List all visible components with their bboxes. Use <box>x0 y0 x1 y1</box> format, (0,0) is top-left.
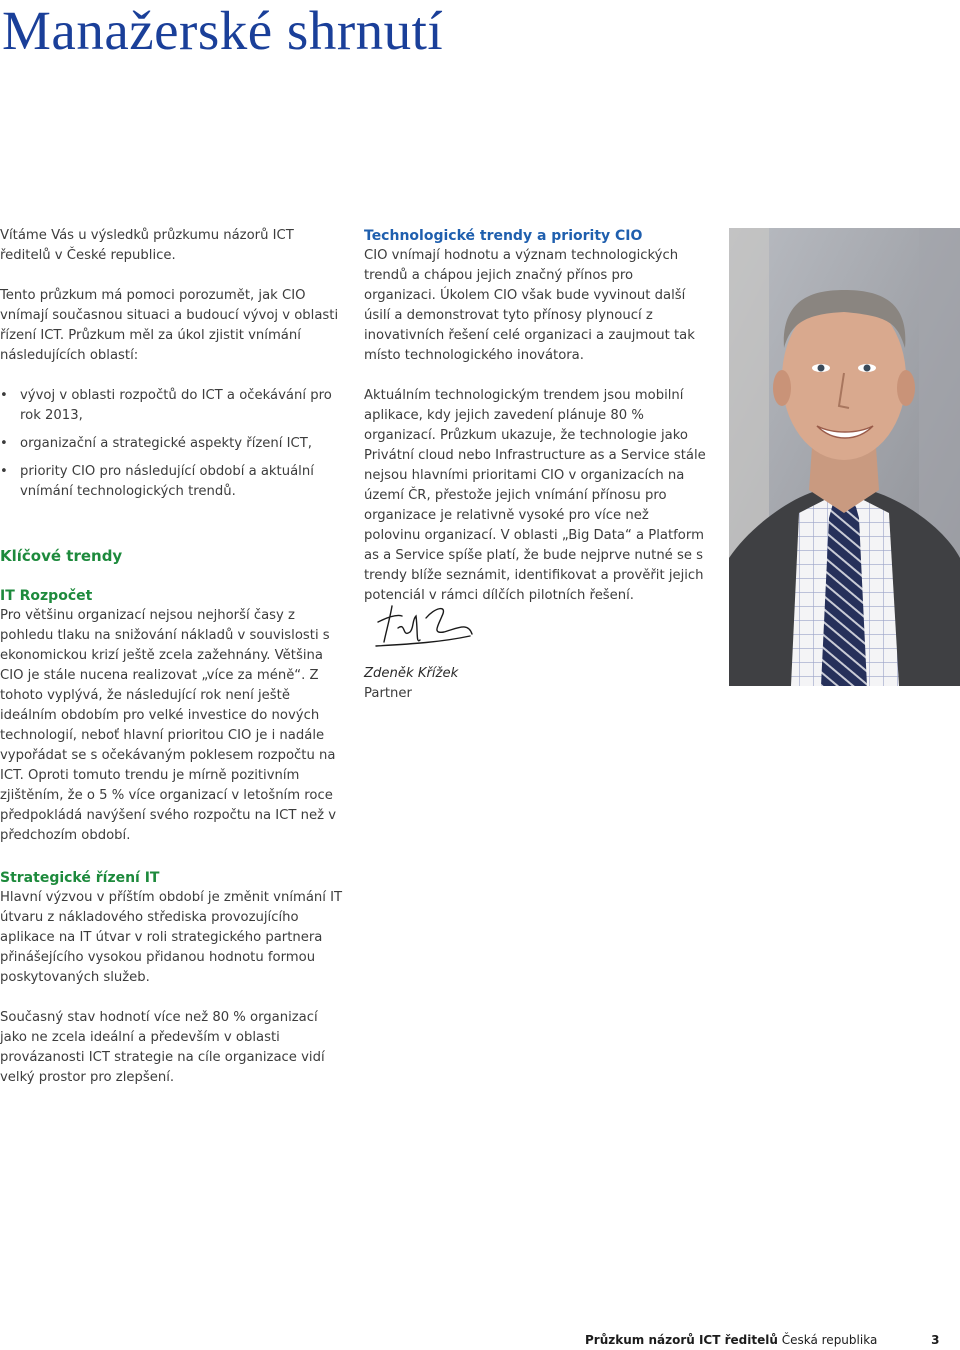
tech-text-1: CIO vnímají hodnotu a význam technologických trendů a chápou jejich značný přínos pro organizaci. Úkolem CIO však bude vyvinout další úsilí a demonstrovat tyto přínosy plynoucí z inovativních řešení celé organizaci a zaujmout tak místo technologického inovátora. <box>364 248 695 363</box>
middle-column <box>364 226 709 606</box>
tech-text-2: Aktuálním technologickým trendem jsou mobilní aplikace, kdy jejich zavedení plánuje 80 % organizací. Průzkum ukazuje, že technologie jako Privátní cloud nebo Infrastructure as a Service stále nejsou hlavními prioritami CIO v organizacích na území ČR, přestože jejich vnímání přínosu pro organizace je relativně vysoké pro více než polovinu organizací. V oblasti „Big Data“ a Platform as a Service spíše platí, že bude nejprve nutné se s trendy blíže seznámit, identifikovat a prověřit jejich potenciál v rámci dílčích pilotních řešení. <box>364 388 706 603</box>
footer-survey: Průzkum názorů ICT ředitelů <box>585 1333 778 1347</box>
intro-paragraph-1: Vítáme Vás u výsledků průzkumu názorů ICT ředitelů v České republice. <box>0 228 294 263</box>
left-column <box>0 226 345 1088</box>
strategic-text-2: Současný stav hodnotí více než 80 % organizací jako ne zcela ideální a především v oblasti provázanosti ICT strategie na cíle organizace vidí velký prostor pro zlepšení. <box>0 1010 325 1085</box>
intro-paragraph-2: Tento průzkum má pomoci porozumět, jak CIO vnímají současnou situaci a budoucí vývoj v oblasti řízení ICT. Průzkum měl za úkol zjistit vnímání následujících oblastí: <box>0 288 339 363</box>
page-title: Manažerské shrnutí <box>2 0 444 61</box>
list-item: • priority CIO pro následující období a aktuální vnímání technologických trendů. <box>0 462 345 502</box>
page-footer <box>585 1332 939 1348</box>
list-item: • vývoj v oblasti rozpočtů do ICT a očekávání pro rok 2013, <box>0 386 345 426</box>
footer-country: Česká republika <box>781 1333 878 1347</box>
it-budget-text: Pro většinu organizací nejsou nejhorší časy z pohledu tlaku na snižování nákladů v souvislosti s ekonomickou krizí ještě zcela zažehnány. Většina CIO je stále nucena realizovat „více za méně“. Z tohoto vyplývá, že následující rok není ještě ideálním obdobím pro velké investice do nových technologií, neboť hlavní prioritou CIO je i nadále vypořádat se s očekávaným poklesem rozpočtu na ICT. Oproti tomuto trendu je mírně pozitivním zjištěním, že o 5 % více organizací v letošním roce předpokládá navýšení svého rozpočtu na ICT než v předchozím období. <box>0 608 337 843</box>
signature-role: Partner <box>364 686 412 701</box>
key-trends-heading: Klíčové trendy <box>0 547 123 565</box>
signature-name: Zdeněk Křížek <box>364 666 459 681</box>
portrait-photo <box>729 228 960 686</box>
it-budget-heading: IT Rozpočet <box>0 588 93 604</box>
page-number: 3 <box>931 1333 940 1347</box>
strategic-text-1: Hlavní výzvou v příštím období je změnit vnímání IT útvaru z nákladového střediska provozujícího aplikace na IT útvar v roli strategického partnera přinášejícího vysokou přidanou hodnotu formou poskytovaných služeb. <box>0 890 343 985</box>
list-item: • organizační a strategické aspekty řízení ICT, <box>0 434 345 454</box>
strategic-heading: Strategické řízení IT <box>0 870 160 886</box>
signature-block <box>364 664 458 704</box>
areas-list <box>0 386 345 502</box>
tech-trends-heading: Technologické trendy a priority CIO <box>364 228 643 244</box>
signature-image <box>372 598 492 668</box>
